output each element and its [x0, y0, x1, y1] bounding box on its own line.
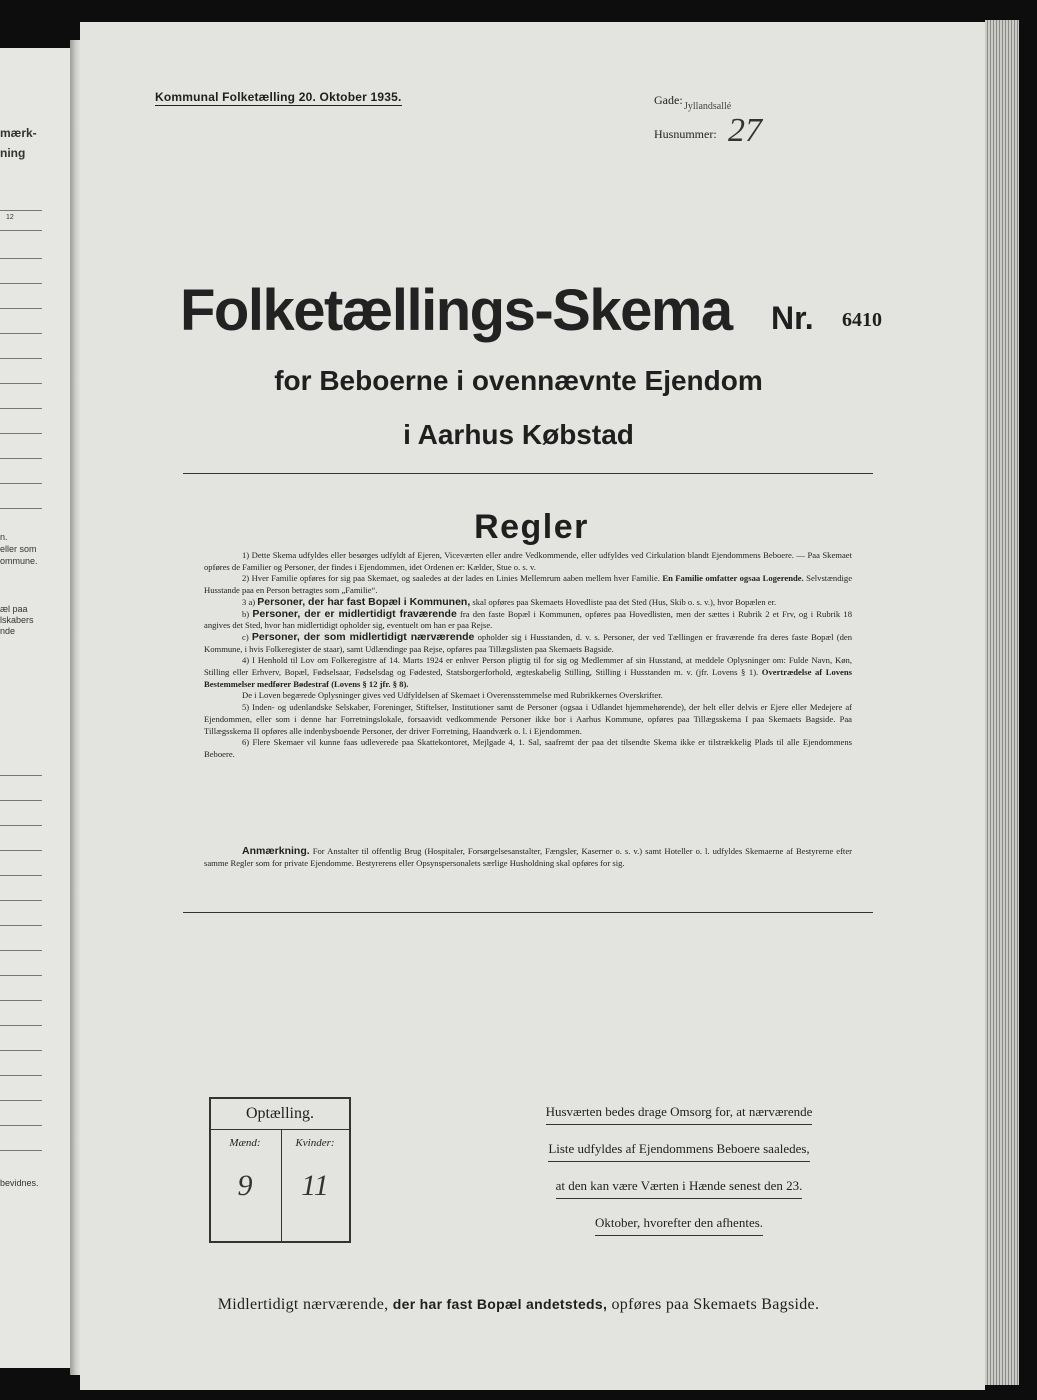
landlord-notice — [505, 1100, 853, 1248]
notice-line: Liste udfyldes af Ejendommens Beboere saaledes, — [548, 1137, 809, 1162]
remark-paragraph — [204, 846, 852, 869]
left-divider — [0, 800, 42, 801]
tally-divider — [211, 1129, 349, 1130]
form-number-label: Nr. — [771, 300, 814, 336]
left-divider — [0, 283, 42, 284]
rule-2: 2) Hver Familie opføres for sig paa Skemaet, og saaledes at der lades en Linies Mellemrum aaben mellem hver Familie. En Familie omfatter ogsaa Logerende. Selvstændige Husstande paa en Person betragtes som „Familie“. — [204, 573, 853, 596]
street-value: Jyllandsallé — [684, 101, 732, 112]
left-divider — [0, 825, 42, 826]
women-label: Kvinder: — [295, 1137, 335, 1149]
house-number-label: Husnummer: — [654, 127, 717, 141]
left-divider — [0, 925, 42, 926]
rule-6: 6) Flere Skemaer vil kunne faas udleverede paa Skattekontoret, Mejlgade 4, 1. Sal, saafremt der paa det tilsendte Skema ikke er tilstrækkelig Plads til alle Ejendommens Beboere. — [204, 737, 852, 759]
left-fragment: eller som — [0, 544, 37, 554]
street-label: Gade: — [654, 93, 683, 107]
left-fragment: nde — [0, 626, 16, 636]
page-edges — [985, 20, 1019, 1385]
left-divider — [0, 1150, 42, 1151]
notice-line: Oktober, hvorefter den afhentes. — [595, 1211, 763, 1236]
left-divider — [0, 900, 42, 901]
left-divider — [0, 875, 42, 876]
census-header-title: Kommunal Folketælling 20. Oktober 1935. — [155, 90, 402, 104]
left-divider — [0, 230, 42, 231]
left-divider — [0, 1025, 42, 1026]
rule-4-note: De i Loven begærede Oplysninger gives ved Udfyldelsen af Skemaet i Overensstemmelse med Rubrikkernes Overskrifter. — [242, 690, 663, 701]
rule-3c: c) Personer, der som midlertidigt nærværende opholder sig i Husstanden, d. v. s. Personer, der ved Tællingen er fraværende fra deres faste Bopæl (den Kommune, i hvis Folkeregister de staar), samt Udlændinge paa Rejse, opføres paa Tillægslisten paa Skemaets Bagside. — [204, 630, 853, 654]
left-divider — [0, 1000, 42, 1001]
form-subtitle: for Beboerne i ovennævnte Ejendom — [274, 365, 763, 396]
left-divider — [0, 1075, 42, 1076]
left-fragment: n. — [0, 532, 8, 542]
left-divider — [0, 358, 42, 359]
left-divider — [0, 333, 42, 334]
form-number-value: 6410 — [842, 309, 882, 331]
remark-text: For Anstalter til offentlig Brug (Hospitaler, Forsørgelsesanstalter, Fængsler, Kaserner o. s. v.) samt Hoteller o. l. udfyldes Skemaerne af Bestyrerne efter samme Regler som for private Ejendomme. Bestyrerens eller Opsynspersonalets særlige Husholdning skal opføres for sig. — [204, 846, 852, 868]
left-divider — [0, 408, 42, 409]
left-divider — [0, 775, 42, 776]
left-divider — [0, 308, 42, 309]
left-fragment: æl paa — [0, 604, 28, 614]
left-divider — [0, 850, 42, 851]
rule-5: 5) Inden- og udenlandske Selskaber, Foreninger, Stiftelser, Institutioner samt de Personer (ogsaa i Udlandet hjemmehørende), der helt eller delvis er Ejere eller Medejere af Ejendommen, eller som i denne har Forretningslokale, forsaavidt vedkommende Personer ikke bor i Aarhus Kommune, opføres paa Tillægsskema I paa Skemaets Bagside. Paa Tillægsskema II opføres alle indenbysboende Personer, der driver Forretning, Haandværk o. l. i Ejendommen. — [204, 702, 852, 736]
rules-heading: Regler — [474, 508, 589, 546]
notice-line: Husværten bedes drage Omsorg for, at nærværende — [546, 1100, 813, 1125]
men-label: Mænd: — [229, 1137, 261, 1149]
left-fragment: lskabers — [0, 615, 34, 625]
left-divider — [0, 210, 42, 211]
rule-4: 4) I Henhold til Lov om Folkeregistre af 14. Marts 1924 er enhver Person pligtig til for sig og Medlemmer af sin Husstand, at meddele Oplysninger om: Fulde Navn, Køn, Stilling eller Erhverv, Bopæl, Fødselsaar, Fødselsdag og Fødested, Statsborgerforhold, ægteskabelig Stilling, Stilling i Husstanden m. v. (jfr. Lovens § 1). Overtrædelse af Lovens Bestemmelser medfører Bødestraf (Lovens § 12 jfr. § 8). — [204, 655, 852, 689]
left-divider — [0, 258, 42, 259]
left-divider — [0, 1125, 42, 1126]
house-number-value: 27 — [728, 112, 762, 149]
left-fragment: ommune. — [0, 556, 38, 566]
notice-line: at den kan være Værten i Hænde senest den 23. — [556, 1174, 803, 1199]
left-divider — [0, 1050, 42, 1051]
left-divider — [0, 483, 42, 484]
form-title: Folketællings-Skema — [180, 278, 732, 343]
rule-3b: b) Personer, der er midlertidigt fraværende fra den faste Bopæl i Kommunen, opføres paa Hovedlisten, men der sættes i Rubrik 2 et Frv, og i Rubrik 18 angives det Sted, hvor han midlertidigt opholder sig, eventuelt om han er paa Rejse. — [204, 607, 852, 631]
left-fragment: mærk- — [0, 126, 37, 140]
footer-note: Midlertidigt nærværende, der har fast Bopæl andetsteds, opføres paa Skemaets Bagside. — [217, 1296, 820, 1313]
divider-rule — [183, 912, 873, 913]
left-divider — [0, 1100, 42, 1101]
left-page-fragment — [0, 48, 70, 1368]
divider-rule — [183, 473, 873, 474]
left-fragment: bevidnes. — [0, 1178, 39, 1188]
rule-3a: 3 a) Personer, der har fast Bopæl i Kommunen, skal opføres paa Skemaets Hovedliste paa det Sted (Hus, Skib o. s. v.), hvor Bopælen er. — [242, 595, 777, 608]
book-spine — [70, 40, 80, 1375]
left-divider — [0, 975, 42, 976]
women-count: 11 — [301, 1169, 329, 1202]
left-divider — [0, 950, 42, 951]
rules-body — [204, 550, 852, 761]
left-divider — [0, 458, 42, 459]
rule-1: 1) Dette Skema udfyldes eller besørges udfyldt af Ejeren, Viceværten eller andre Vedkommende, eller udfyldes ved Cirkulation blandt Ejendommens Beboere. — Paa Skemaet opføres de Familier og Personer, der findes i Ejendommen, idet Ordenen er: Kælder, Stue o. s. v. — [204, 550, 852, 572]
form-subtitle-city: i Aarhus Købstad — [403, 419, 634, 450]
remark-heading: Anmærkning. — [242, 845, 310, 857]
left-fragment: ning — [0, 146, 26, 160]
left-fragment: 12 — [6, 214, 14, 221]
tally-box — [209, 1097, 351, 1243]
men-count: 9 — [237, 1169, 253, 1202]
tally-title: Optælling. — [245, 1105, 314, 1122]
